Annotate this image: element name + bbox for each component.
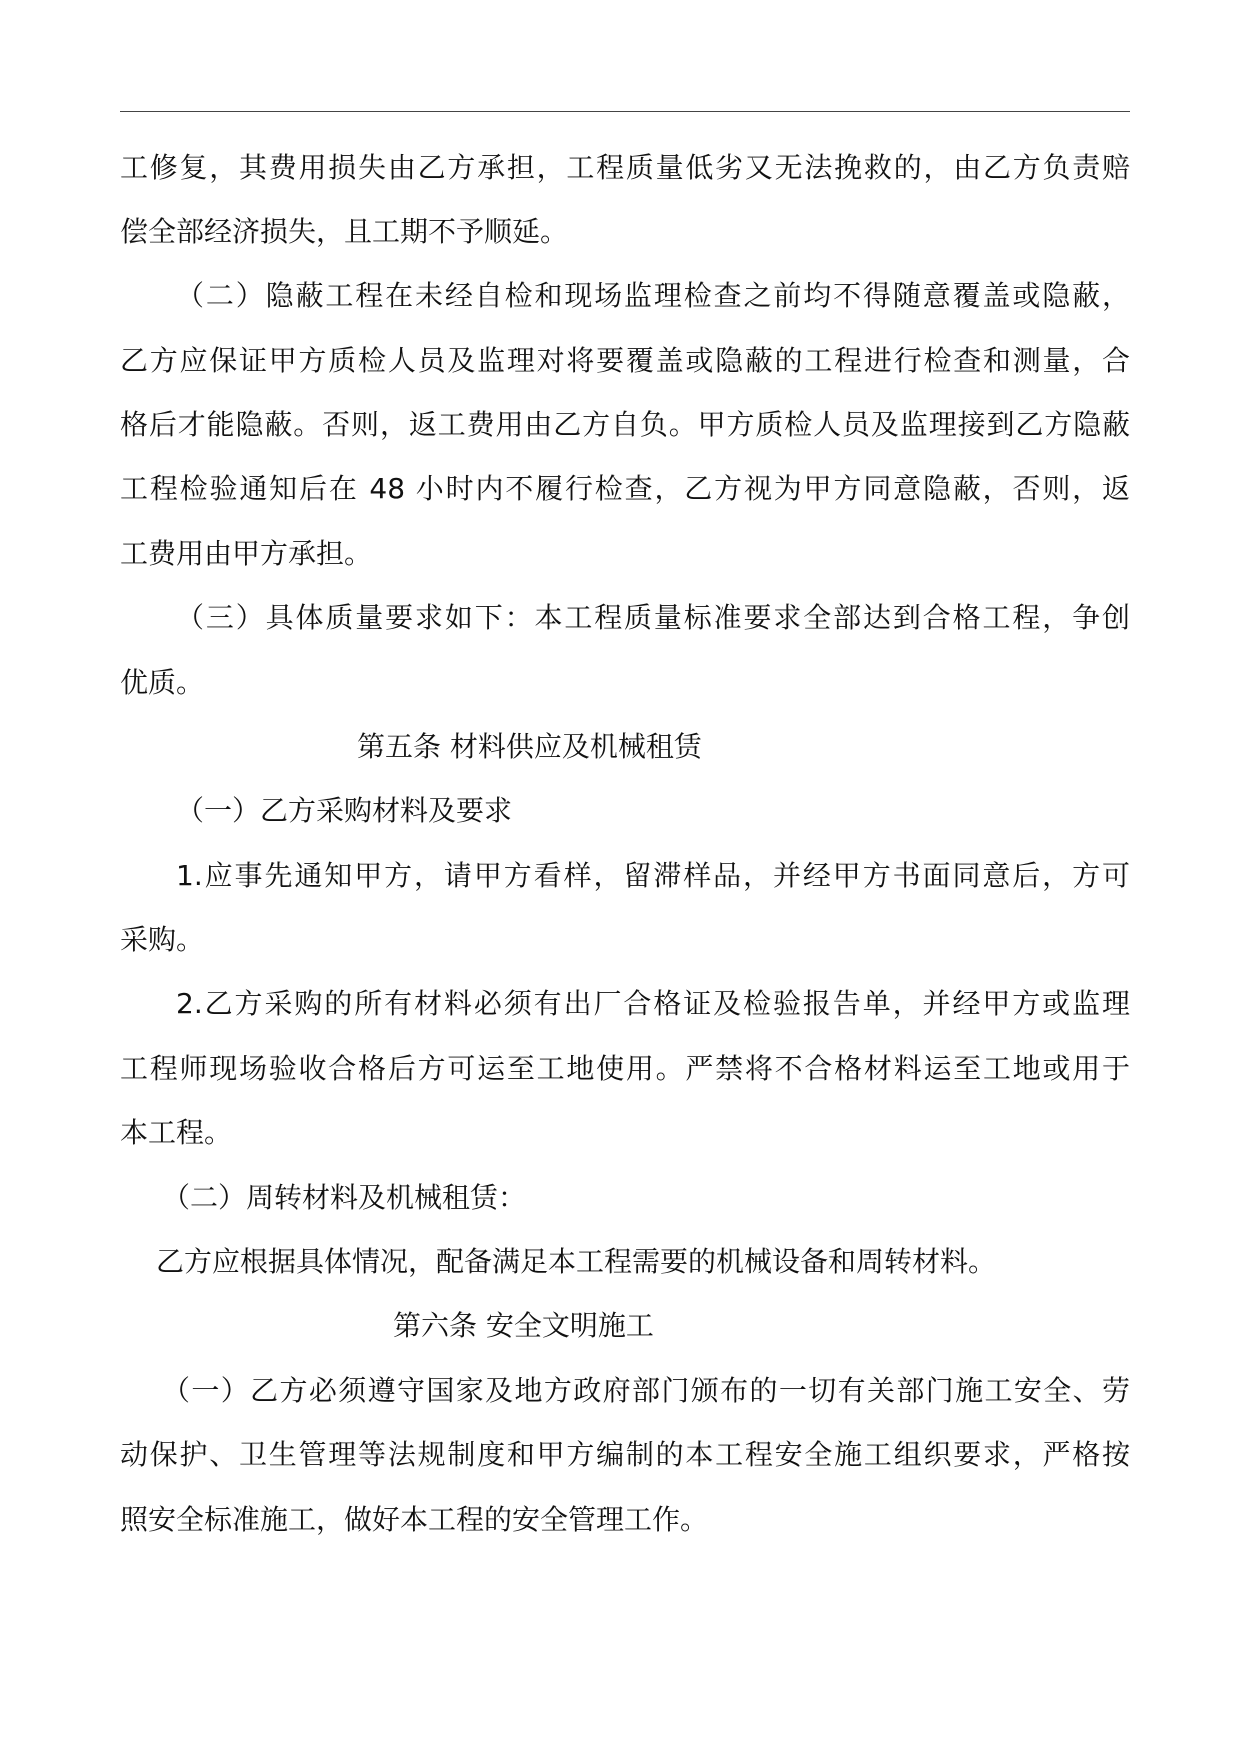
text-line: （二）隐蔽工程在未经自检和现场监理检查之前均不得随意覆盖或隐蔽， <box>176 279 1130 312</box>
text-line: （一）乙方采购材料及要求 <box>176 794 513 827</box>
text-line: 动保护、卫生管理等法规制度和甲方编制的本工程安全施工组织要求，严格按 <box>120 1438 1130 1471</box>
text-line: 格后才能隐蔽。否则，返工费用由乙方自负。甲方质检人员及监理接到乙方隐蔽 <box>120 408 1130 441</box>
text-line: 工费用由甲方承担。 <box>120 537 373 570</box>
text-line: 乙方应根据具体情况，配备满足本工程需要的机械设备和周转材料。 <box>156 1245 997 1278</box>
text-line: 照安全标准施工，做好本工程的安全管理工作。 <box>120 1503 709 1536</box>
text-line: 1.应事先通知甲方，请甲方看样，留滞样品，并经甲方书面同意后，方可 <box>176 859 1130 892</box>
text-line: （二）周转材料及机械租赁： <box>162 1181 527 1214</box>
text-line: 优质。 <box>120 666 205 699</box>
text-line: 乙方应保证甲方质检人员及监理对将要覆盖或隐蔽的工程进行检查和测量，合 <box>120 344 1130 377</box>
section-heading: 第五条 材料供应及机械租赁 <box>357 730 702 763</box>
text-line: 偿全部经济损失，且工期不予顺延。 <box>120 215 569 248</box>
text-line: 工程检验通知后在 48 小时内不履行检查，乙方视为甲方同意隐蔽，否则，返 <box>120 472 1130 505</box>
text-line: 工修复，其费用损失由乙方承担，工程质量低劣又无法挽救的，由乙方负责赔 <box>120 151 1130 184</box>
text-line: 2.乙方采购的所有材料必须有出厂合格证及检验报告单，并经甲方或监理 <box>176 987 1130 1020</box>
section-heading: 第六条 安全文明施工 <box>393 1309 654 1342</box>
text-line: 本工程。 <box>120 1116 233 1149</box>
text-line: 采购。 <box>120 923 205 956</box>
text-line: 工程师现场验收合格后方可运至工地使用。严禁将不合格材料运至工地或用于 <box>120 1052 1130 1085</box>
text-line: （一）乙方必须遵守国家及地方政府部门颁布的一切有关部门施工安全、劳 <box>162 1374 1130 1407</box>
text-line: （三）具体质量要求如下：本工程质量标准要求全部达到合格工程，争创 <box>176 601 1130 634</box>
